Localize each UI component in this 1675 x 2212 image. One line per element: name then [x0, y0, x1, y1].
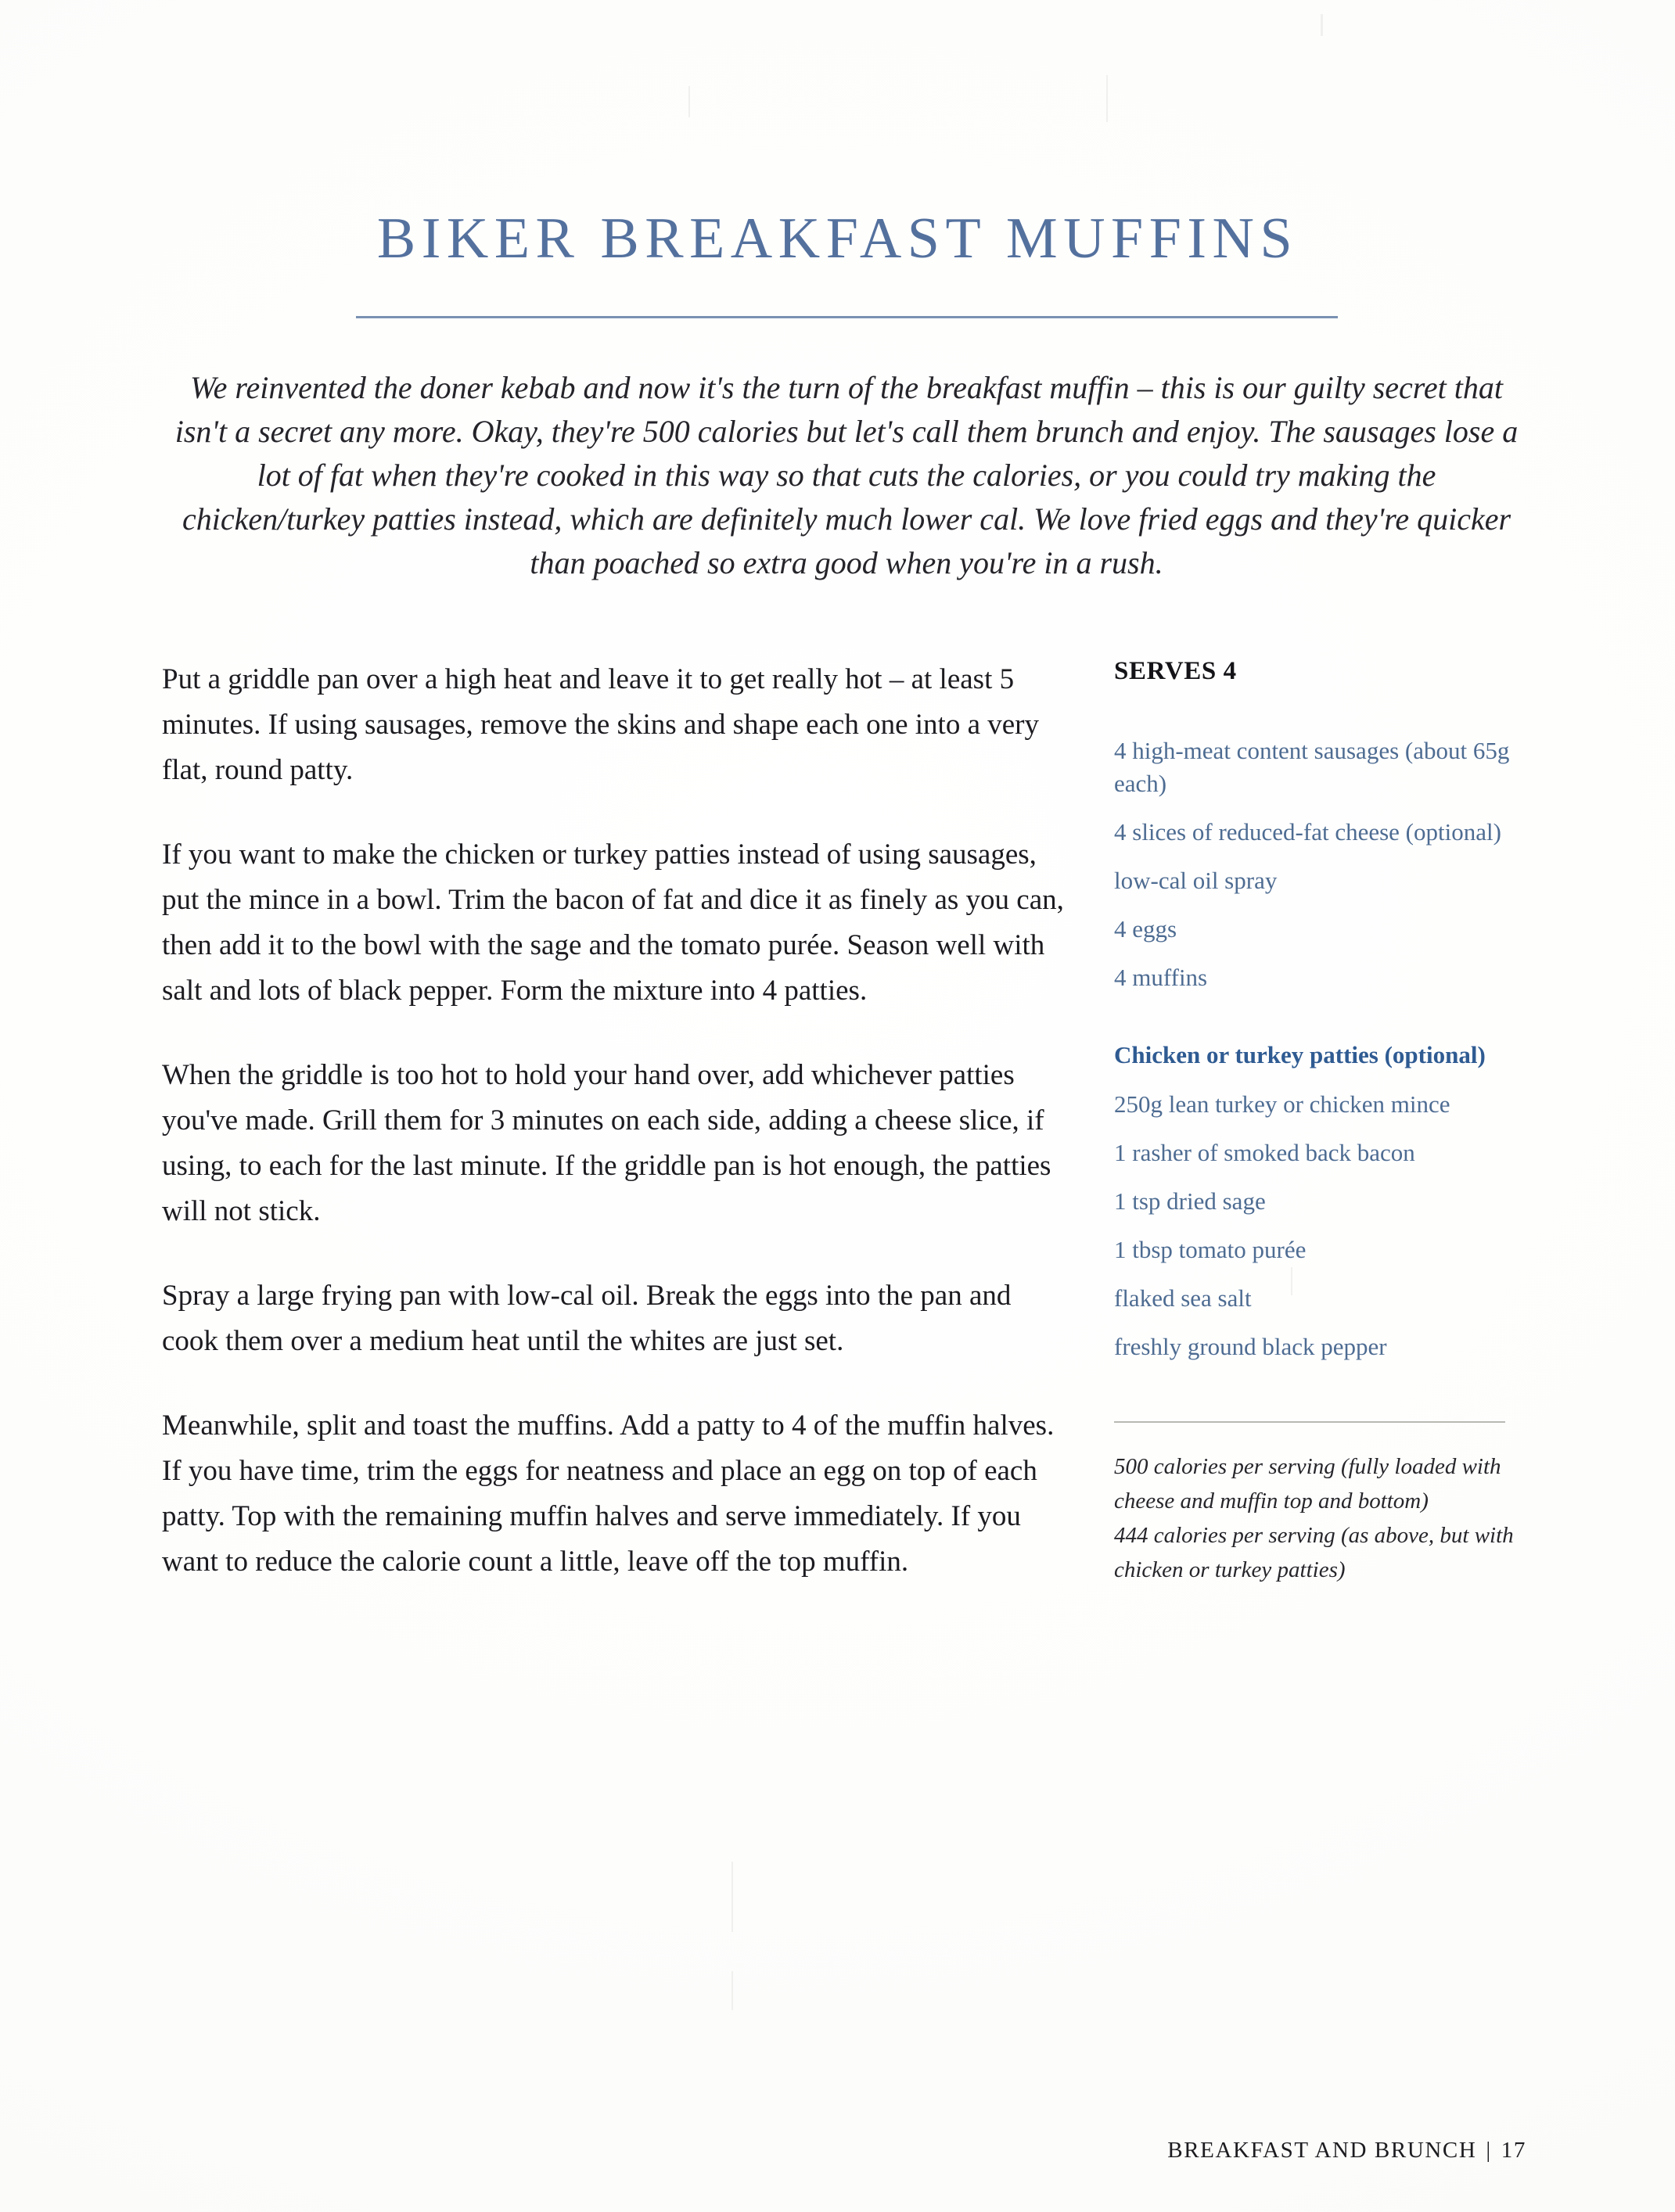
ingredient-item: low-cal oil spray [1114, 867, 1278, 894]
ingredient-item: 4 eggs [1114, 915, 1177, 943]
footer-section-label: BREAKFAST AND BRUNCH [1167, 2138, 1477, 2163]
ingredient-item: 4 high-meat content sausages (about 65g each) [1114, 737, 1510, 797]
ingredients-sidebar [1114, 657, 1529, 1587]
footer-separator: | [1486, 2138, 1492, 2163]
method-paragraph: Put a griddle pan over a high heat and leave it to get really hot – at least 5 minutes. If using sausages, remove the skins and shape each one into a very flat, round patty. [162, 663, 1040, 786]
method-paragraph: If you want to make the chicken or turkey patties instead of using sausages, put the mince in a bowl. Trim the bacon of fat and dice it as finely as you can, then add it to the bowl with the sage and the tomato purée. Season well with salt and lots of black pepper. Form the mixture into 4 patties. [162, 838, 1064, 1007]
scan-artifact [1321, 14, 1323, 36]
recipe-intro: We reinvented the doner kebab and now it's the turn of the breakfast muffin – this is our guilty secret that isn't a secret any more. Okay, they're 500 calories but let's call them brunch and enjoy. The sausages lose a lot of fat when they're cooked in this way so that cuts the calories, or you could try making the chicken/turkey patties instead, which are definitely much lower cal. We love fried eggs and they're quicker than poached so extra good when you're in a rush. [174, 370, 1519, 580]
page-footer [1167, 2138, 1526, 2164]
title-divider [356, 316, 1338, 318]
calorie-note-line: 444 calories per serving (as above, but with chicken or turkey patties) [1114, 1523, 1514, 1582]
scan-artifact [731, 1862, 733, 1932]
recipe-title-text: BIKER BREAKFAST MUFFINS [376, 206, 1299, 271]
scan-artifact [731, 1971, 733, 2010]
ingredient-item: 1 rasher of smoked back bacon [1114, 1139, 1415, 1166]
method-paragraph: Meanwhile, split and toast the muffins. Add a patty to 4 of the muffin halves. If you have time, trim the eggs for neatness and place an egg on top of each patty. Top with the remaining muffin halves and serve immediately. If you want to reduce the calorie count a little, leave off the top muffin. [162, 1409, 1055, 1578]
sub-ingredients-list [1114, 1088, 1529, 1363]
scan-artifact [1106, 75, 1108, 122]
ingredient-item: 250g lean turkey or chicken mince [1114, 1090, 1450, 1118]
ingredients-subheading: Chicken or turkey patties (optional) [1114, 1041, 1486, 1068]
calorie-note-divider [1114, 1421, 1505, 1423]
ingredient-item: 4 slices of reduced-fat cheese (optional) [1114, 818, 1501, 846]
calorie-note [1114, 1449, 1529, 1587]
scan-artifact [688, 86, 690, 117]
ingredient-item: 1 tbsp tomato purée [1114, 1236, 1307, 1263]
method-paragraph: Spray a large frying pan with low-cal oil. Break the eggs into the pan and cook them over a medium heat until the whites are just set. [162, 1280, 1012, 1357]
page-title [0, 206, 1675, 271]
ingredient-item: freshly ground black pepper [1114, 1333, 1387, 1360]
calorie-note-line: 500 calories per serving (fully loaded with cheese and muffin top and bottom) [1114, 1454, 1501, 1514]
serves-label: SERVES 4 [1114, 657, 1237, 685]
method-paragraph: When the griddle is too hot to hold your hand over, add whichever patties you've made. Grill them for 3 minutes on each side, adding a cheese slice, if using, to each for the last minute. If the griddle pan is hot enough, the patties will not stick. [162, 1059, 1051, 1227]
ingredient-item: 4 muffins [1114, 964, 1208, 991]
ingredients-list [1114, 734, 1529, 994]
method-column [162, 657, 1069, 1585]
footer-page-number: 17 [1501, 2138, 1526, 2163]
ingredient-item: 1 tsp dried sage [1114, 1187, 1266, 1215]
ingredient-item: flaked sea salt [1114, 1284, 1252, 1312]
